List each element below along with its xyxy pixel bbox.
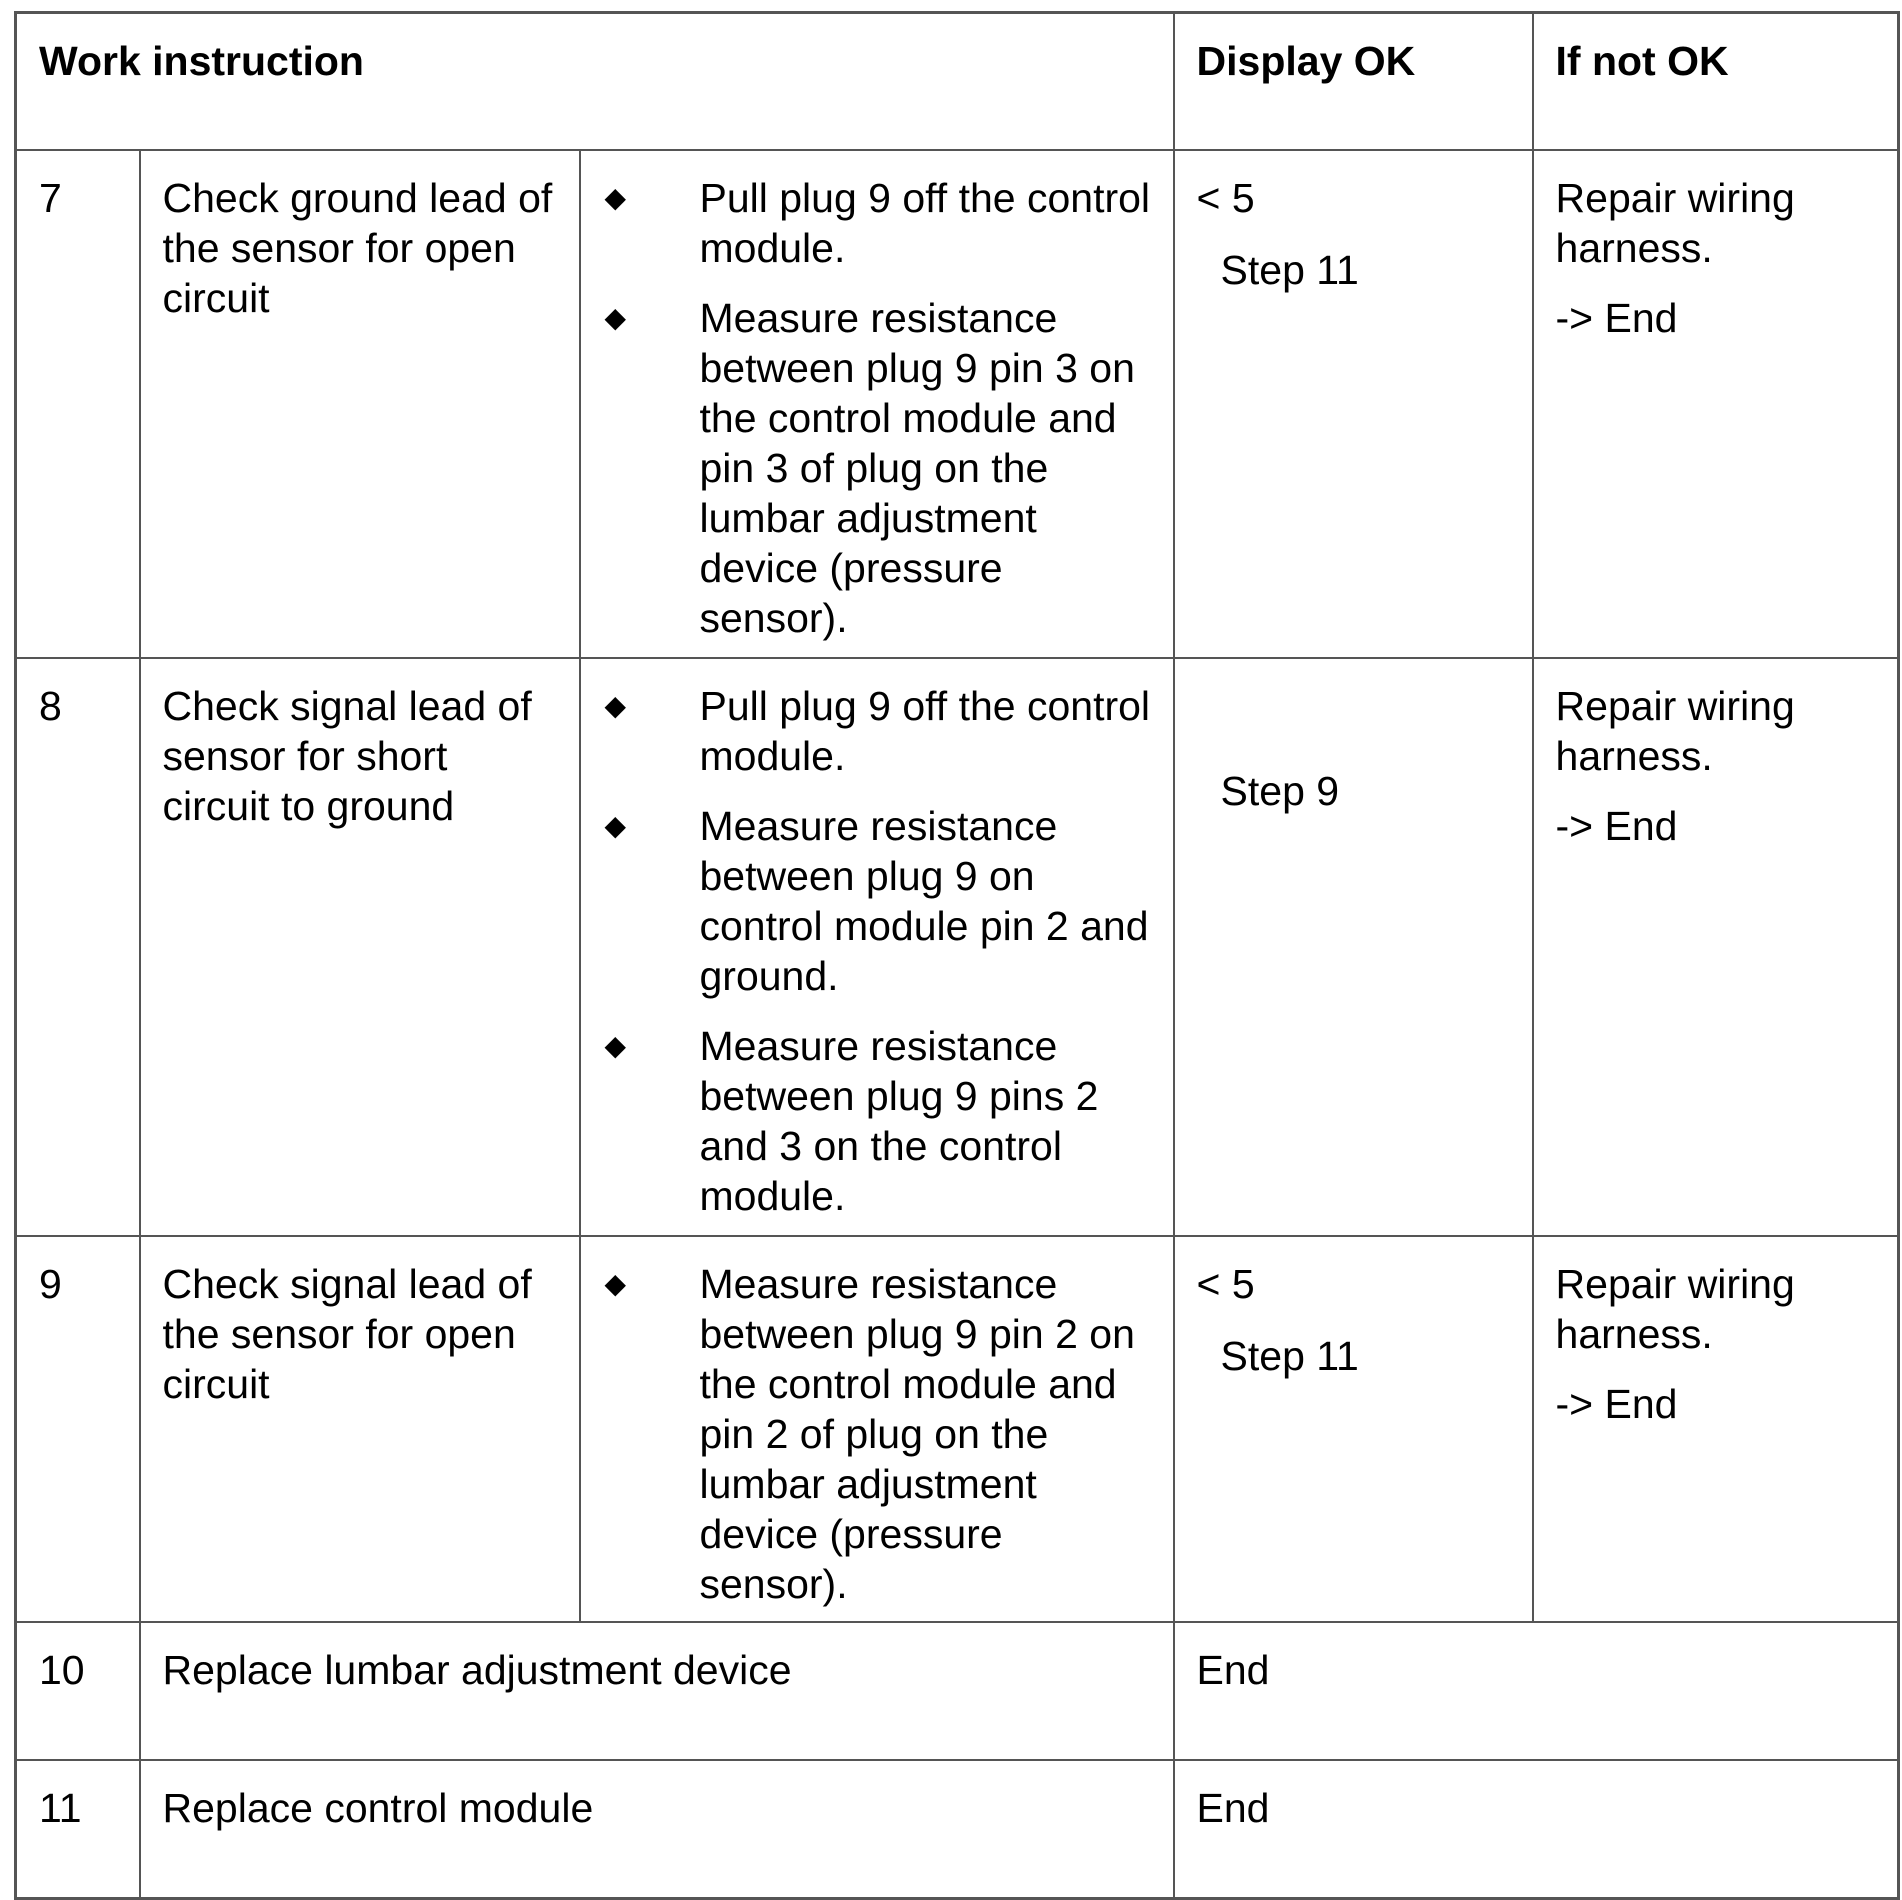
display-next-step: Step 9 xyxy=(1220,768,1340,814)
list-item: ◆ Measure resistance between plug 9 pins 2 and 3 on the control module. xyxy=(604,1023,1099,1219)
display-ok-cell xyxy=(1174,1236,1533,1622)
display-ok-cell xyxy=(1174,150,1533,658)
instruction-list xyxy=(580,150,1174,658)
display-next-step: Step 11 xyxy=(1220,247,1359,293)
table-row xyxy=(16,1760,1899,1899)
fail-action: Repair wiring harness. xyxy=(1555,175,1795,271)
diamond-bullet-icon: ◆ xyxy=(604,1268,627,1299)
diamond-bullet-icon: ◆ xyxy=(604,302,627,333)
list-item: ◆ Pull plug 9 off the control module. xyxy=(604,683,1151,779)
header-work-instruction: Work instruction xyxy=(16,13,1174,151)
fail-action: Repair wiring harness. xyxy=(1555,1261,1795,1357)
action-description: Replace control module xyxy=(140,1760,1174,1899)
check-description: Check signal lead of sensor for short circuit to ground xyxy=(140,658,580,1236)
step-number: 9 xyxy=(16,1236,140,1622)
list-item: ◆ Measure resistance between plug 9 pin 2 on the control module and pin 2 of plug on the lumbar adjustment device (pressure sensor). xyxy=(604,1261,1135,1607)
header-if-not-ok: If not OK xyxy=(1533,13,1899,151)
diamond-bullet-icon: ◆ xyxy=(604,810,627,841)
list-item: ◆ Measure resistance between plug 9 on control module pin 2 and ground. xyxy=(604,803,1149,999)
display-ok-cell xyxy=(1174,658,1533,1236)
header-row xyxy=(16,13,1899,151)
check-description: Check ground lead of the sensor for open circuit xyxy=(140,150,580,658)
diamond-bullet-icon: ◆ xyxy=(604,182,627,213)
fail-next-step: -> End xyxy=(1555,295,1678,341)
fail-next-step: -> End xyxy=(1555,803,1678,849)
fail-action: Repair wiring harness. xyxy=(1555,683,1795,779)
step-number: 8 xyxy=(16,658,140,1236)
diamond-bullet-icon: ◆ xyxy=(604,690,627,721)
display-value: < 5 xyxy=(1196,175,1255,221)
instruction-list xyxy=(580,658,1174,1236)
action-description: Replace lumbar adjustment device xyxy=(140,1622,1174,1760)
fail-next-step: -> End xyxy=(1555,1381,1678,1427)
if-not-ok-cell xyxy=(1533,1236,1899,1622)
work-instruction-table xyxy=(14,11,1900,1900)
display-value: < 5 xyxy=(1196,1261,1255,1307)
list-item: ◆ Measure resistance between plug 9 pin 3 on the control module and pin 3 of plug on the lumbar adjustment device (pressure sensor). xyxy=(604,295,1135,641)
display-ok-cell: End xyxy=(1174,1622,1899,1760)
instruction-list xyxy=(580,1236,1174,1622)
table-row xyxy=(16,1622,1899,1760)
if-not-ok-cell xyxy=(1533,150,1899,658)
table-row xyxy=(16,658,1899,1236)
header-display-ok: Display OK xyxy=(1174,13,1533,151)
step-number: 7 xyxy=(16,150,140,658)
diamond-bullet-icon: ◆ xyxy=(604,1030,627,1061)
step-number: 10 xyxy=(16,1622,140,1760)
display-ok-cell: End xyxy=(1174,1760,1899,1899)
list-item: ◆ Pull plug 9 off the control module. xyxy=(604,175,1151,271)
table-row xyxy=(16,150,1899,658)
step-number: 11 xyxy=(16,1760,140,1899)
display-next-step: Step 11 xyxy=(1220,1333,1359,1379)
if-not-ok-cell xyxy=(1533,658,1899,1236)
check-description: Check signal lead of the sensor for open circuit xyxy=(140,1236,580,1622)
table-row xyxy=(16,1236,1899,1622)
